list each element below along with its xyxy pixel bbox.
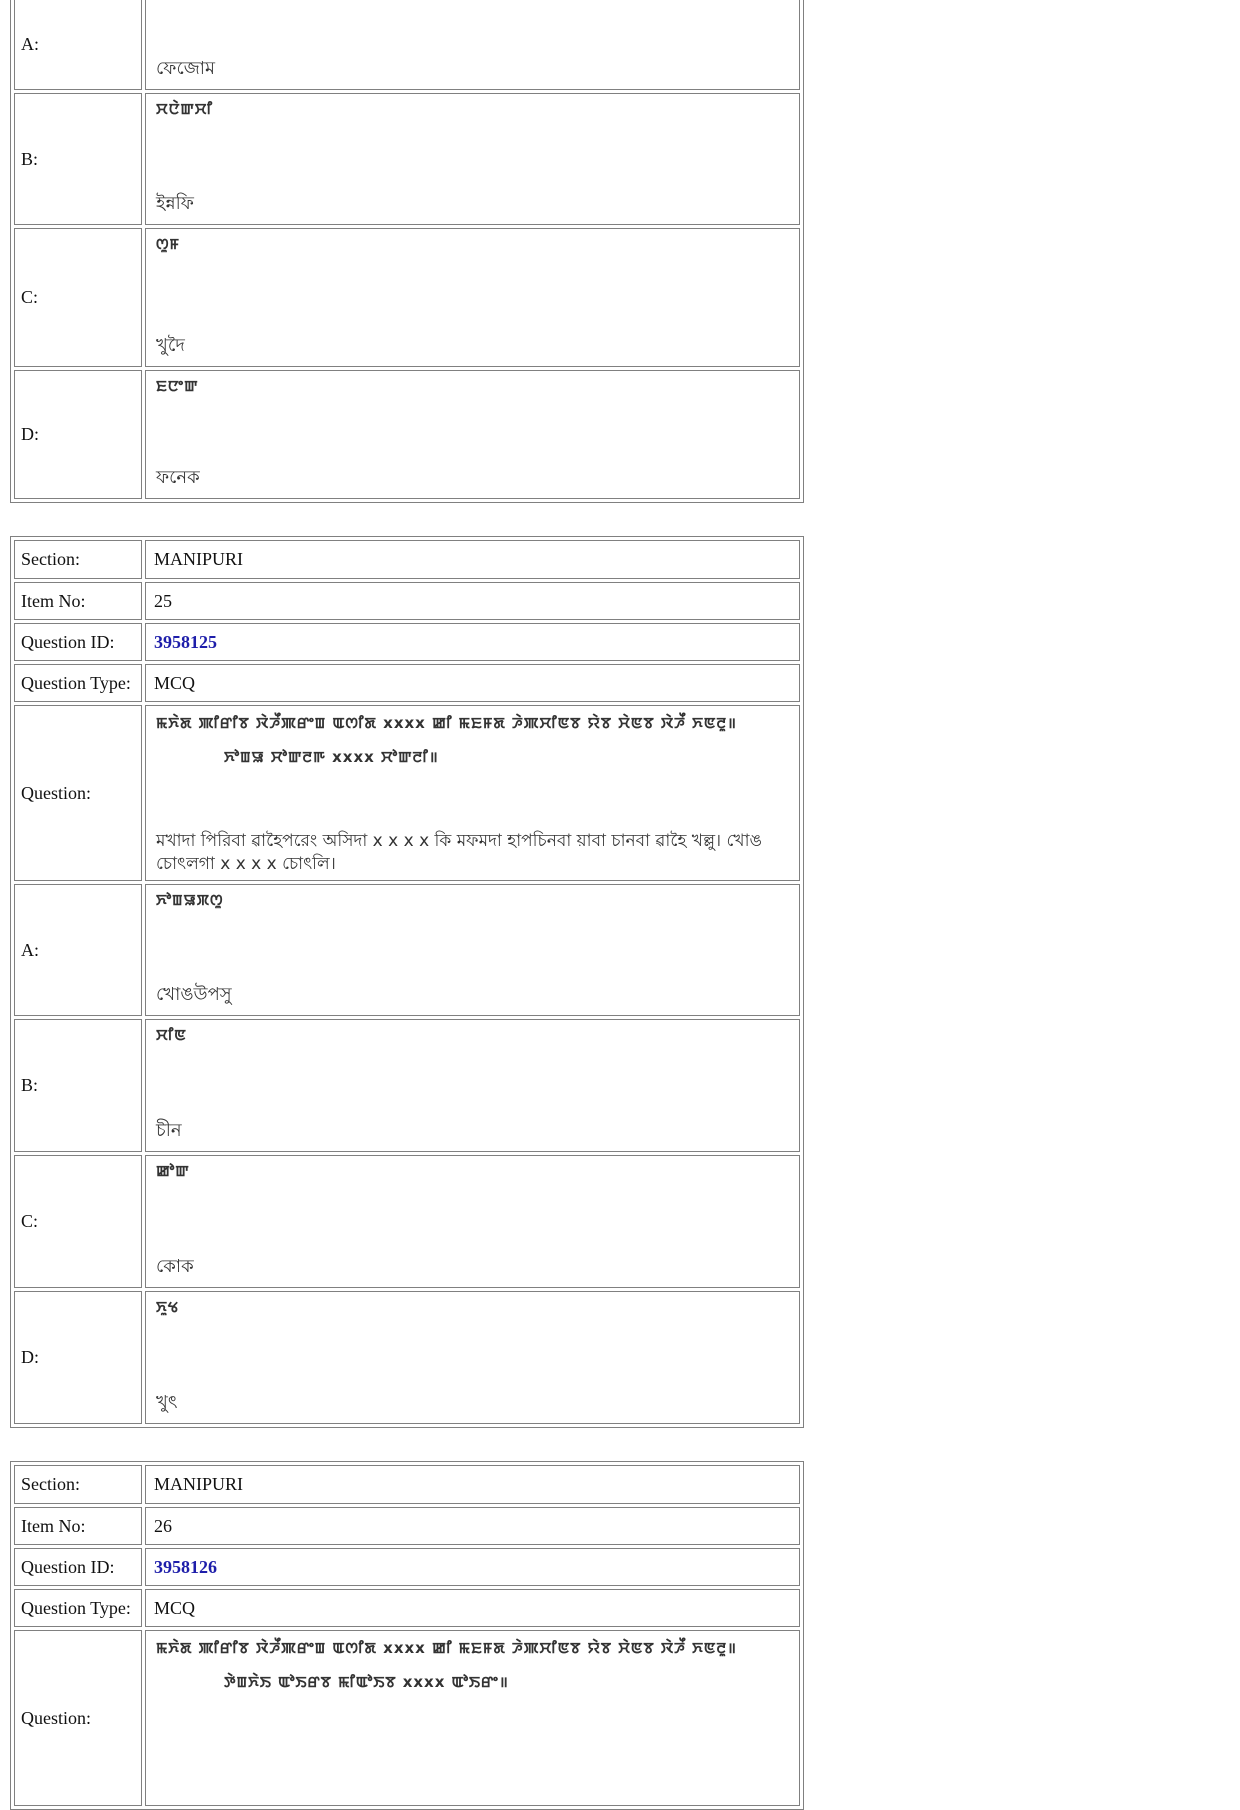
option-bengali-text: খোঙউপসু	[156, 984, 232, 1005]
option-row-a	[14, 884, 800, 1016]
question-bengali-text: মখাদা পিরিবা ৱাহৈপরেং অসিদা x x x x কি মফমদা হাপচিনবা য়াবা চানবা ৱাহৈ খল্লু। খোঙ চোৎলগা x x x x চোৎলি।	[156, 831, 762, 874]
option-meitei-text: ꯈꯨꯠ	[156, 1298, 179, 1316]
option-row-a	[14, 0, 800, 90]
item-no-value: 25	[145, 582, 800, 620]
option-cell	[145, 884, 800, 1016]
option-meitei-text: ꯁꯨꯝ	[156, 235, 181, 253]
option-label: D:	[14, 1291, 142, 1424]
option-label: B:	[14, 93, 142, 225]
question-cell	[145, 705, 800, 881]
option-meitei-text: ꯐꯅꯦꯛ	[156, 377, 199, 395]
option-row-d	[14, 1291, 800, 1424]
question-type-value: MCQ	[145, 1589, 800, 1627]
option-cell	[145, 370, 800, 499]
item-no-label: Item No:	[14, 582, 142, 620]
section-label: Section:	[14, 1465, 142, 1504]
section-value: MANIPURI	[145, 540, 800, 579]
option-label: D:	[14, 370, 142, 499]
question-row	[14, 705, 800, 881]
question-label: Question:	[14, 705, 142, 881]
question-row	[14, 1630, 800, 1806]
question-type-label: Question Type:	[14, 1589, 142, 1627]
option-label: C:	[14, 1155, 142, 1288]
section-value: MANIPURI	[145, 1465, 800, 1504]
option-row-b	[14, 93, 800, 225]
question-id-label: Question ID:	[14, 1548, 142, 1586]
question-cell	[145, 1630, 800, 1806]
option-label: B:	[14, 1019, 142, 1152]
option-label: C:	[14, 228, 142, 367]
section-row	[14, 1465, 800, 1504]
option-row-b	[14, 1019, 800, 1152]
option-bengali-text: খুৎ	[156, 1392, 178, 1413]
question-meitei-line2: ꯈꯣꯡꯎ ꯆꯣꯛꯂꯒ xxxx ꯆꯣꯛꯂꯤ॥	[224, 748, 439, 766]
option-cell	[145, 1155, 800, 1288]
option-meitei-text: ꯆꯅꯥꯛꯆꯤ	[156, 100, 214, 118]
option-meitei-text: ꯆꯤꯟ	[156, 1026, 187, 1044]
option-bengali-text: কোক	[156, 1256, 194, 1277]
question-type-value: MCQ	[145, 664, 800, 702]
question-meitei-line1: ꯃꯈꯥꯗ ꯄꯤꯔꯤꯕ ꯋꯥꯍꯩꯄꯔꯦꯡ ꯑꯁꯤꯗ xxxx ꯀꯤ ꯃꯐꯝꯗ ꯍꯥꯄꯆꯤꯟꯕ ꯌꯥꯕ ꯆꯥꯟꯕ ꯋꯥꯍꯩ ꯈꯟꯂꯨ॥	[156, 1639, 738, 1657]
question-id-value: 3958126	[145, 1548, 800, 1586]
option-cell	[145, 228, 800, 367]
option-label: A:	[14, 0, 142, 90]
section-label: Section:	[14, 540, 142, 579]
option-bengali-text: ফনেক	[156, 467, 200, 488]
option-bengali-text: ফেজোম	[156, 58, 216, 79]
option-cell	[145, 0, 800, 90]
item-no-label: Item No:	[14, 1507, 142, 1545]
question-meitei-line1: ꯃꯈꯥꯗ ꯄꯤꯔꯤꯕ ꯋꯥꯍꯩꯄꯔꯦꯡ ꯑꯁꯤꯗ xxxx ꯀꯤ ꯃꯐꯝꯗ ꯍꯥꯄꯆꯤꯟꯕ ꯌꯥꯕ ꯆꯥꯟꯕ ꯋꯥꯍꯩ ꯈꯟꯂꯨ॥	[156, 714, 738, 732]
question-table-26	[10, 1461, 804, 1810]
question-id-label: Question ID:	[14, 623, 142, 661]
question-type-label: Question Type:	[14, 664, 142, 702]
question-id-value: 3958125	[145, 623, 800, 661]
option-row-c	[14, 1155, 800, 1288]
option-cell	[145, 1291, 800, 1424]
question-id-row	[14, 1548, 800, 1586]
option-cell	[145, 93, 800, 225]
question-type-row	[14, 1589, 800, 1627]
option-cell	[145, 1019, 800, 1152]
option-meitei-text: ꯈꯣꯡꯎꯞꯁꯨ	[156, 891, 224, 909]
question-meitei-line2: ꯇꯥꯡꯈꯥꯏ ꯑꯣꯏꯔꯕ ꯃꯤꯑꯣꯏꯕ xxxx ꯑꯣꯏꯔꯦ॥	[224, 1673, 509, 1691]
option-bengali-text: ইন্নফি	[156, 193, 194, 214]
item-no-row	[14, 1507, 800, 1545]
option-label: A:	[14, 884, 142, 1016]
option-bengali-text: চীন	[156, 1120, 182, 1141]
item-no-row	[14, 582, 800, 620]
question-type-row	[14, 664, 800, 702]
prev-question-table	[10, 0, 804, 503]
section-row	[14, 540, 800, 579]
item-no-value: 26	[145, 1507, 800, 1545]
question-id-row	[14, 623, 800, 661]
option-meitei-text: ꯀꯣꯛ	[156, 1162, 190, 1180]
question-table-25	[10, 536, 804, 1428]
option-row-d	[14, 370, 800, 499]
question-label: Question:	[14, 1630, 142, 1806]
option-bengali-text: খুদৈ	[156, 335, 185, 356]
option-row-c	[14, 228, 800, 367]
